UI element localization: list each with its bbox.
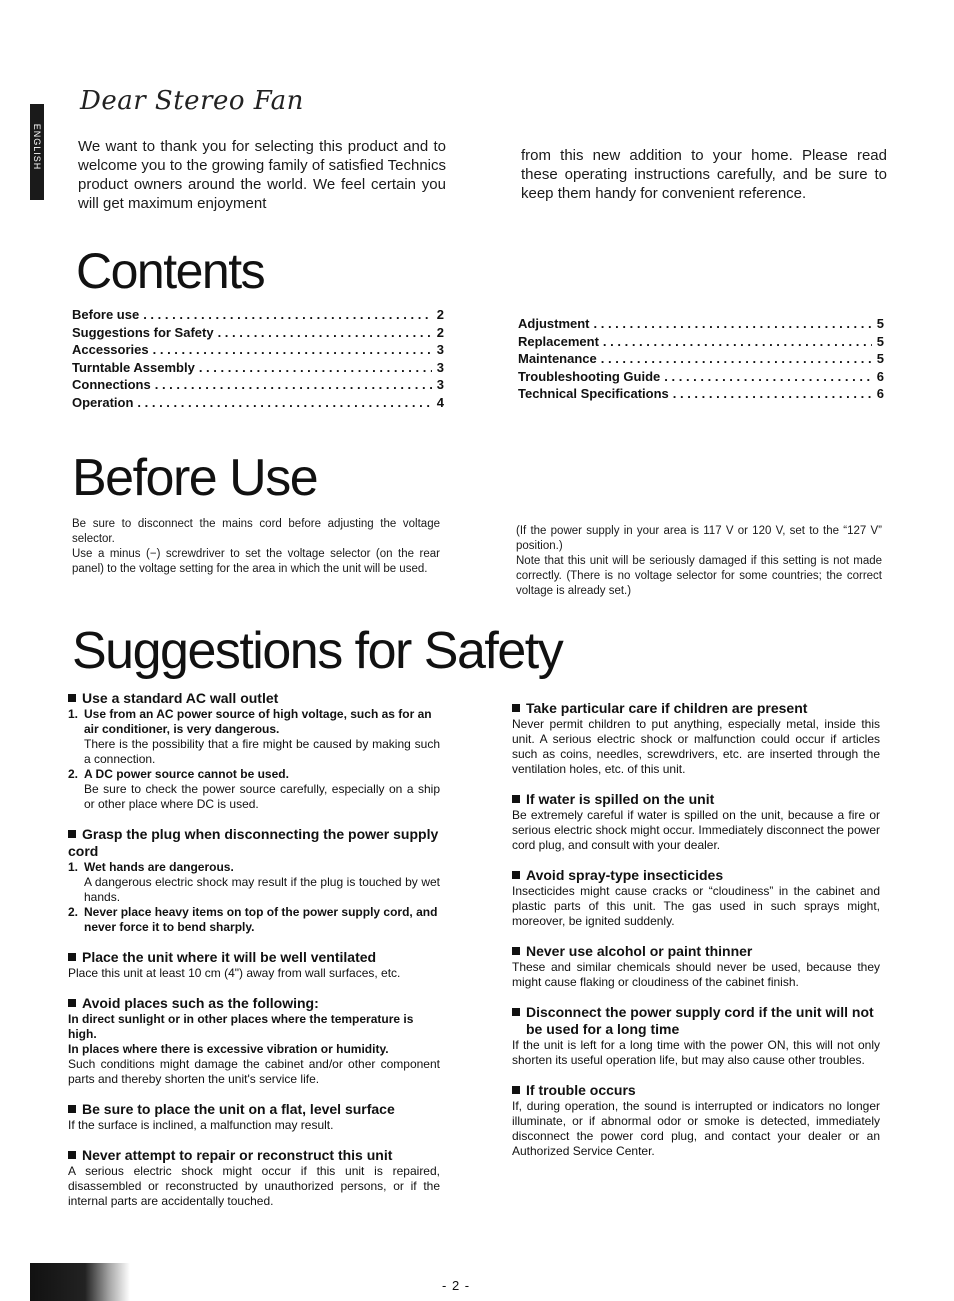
bullet-square-icon (512, 871, 520, 879)
toc-row[interactable]: Adjustment . . . 5 (518, 315, 884, 333)
section-heading: Avoid spray-type insecticides (512, 867, 880, 884)
scan-corner-mark (30, 1263, 130, 1301)
toc-row[interactable]: Connections . . . 3 (72, 376, 444, 394)
language-tab (30, 104, 44, 200)
toc-row[interactable]: Maintenance . . . 5 (518, 350, 884, 368)
bullet-square-icon (68, 1151, 76, 1159)
before-use-left: Be sure to disconnect the mains cord before adjusting the voltage selector. Use a minus (−) screwdriver to set the voltage selector (on the rear panel) to the voltage setting for the area in which the unit will be used. (72, 518, 440, 575)
numbered-item: 1. Use from an AC power source of high voltage, such as for an air conditioner, is very dangerous. There is the possibility that a fire might be caused by making such a connection. (68, 707, 440, 766)
section-heading: Never use alcohol or paint thinner (512, 943, 880, 960)
contents-title: Contents (76, 243, 265, 299)
intro-left: We want to thank you for selecting this product and to welcome you to the growing family of satisfied Technics product owners around the world. We feel certain you will get maximum enjoyment (78, 138, 446, 212)
toc-left (72, 306, 444, 411)
numbered-item: 2. A DC power source cannot be used. Be sure to check the power source carefully, especially on a ship or other place where DC is used. (68, 767, 440, 811)
bullet-square-icon (68, 999, 76, 1007)
toc-row[interactable]: Suggestions for Safety . . . 2 (72, 324, 444, 342)
safety-title: Suggestions for Safety (72, 622, 563, 680)
bullet-square-icon (512, 704, 520, 712)
toc-row[interactable]: Replacement . . . 5 (518, 333, 884, 351)
toc-row[interactable]: Technical Specifications . . . 6 (518, 385, 884, 403)
section-heading: Place the unit where it will be well ventilated (68, 949, 440, 966)
section-heading: Be sure to place the unit on a flat, level surface (68, 1101, 440, 1118)
before-use-right: (If the power supply in your area is 117 V or 120 V, set to the “127 V” position.) Note that this unit will be seriously damaged if this setting is not made correctly. (There is no voltage selector for some countries; the correct voltage is already set.) (516, 525, 882, 597)
bullet-square-icon (68, 830, 76, 838)
bullet-square-icon (512, 1008, 520, 1016)
greeting-heading: Dear Stereo Fan (80, 86, 304, 116)
bullet-square-icon (68, 953, 76, 961)
section-heading: If water is spilled on the unit (512, 791, 880, 808)
bullet-square-icon (512, 947, 520, 955)
numbered-item: 2. Never place heavy items on top of the power supply cord, and never force it to bend sharply. (68, 905, 438, 934)
section-heading: Avoid places such as the following: (68, 995, 440, 1012)
before-use-title: Before Use (72, 449, 318, 507)
section-heading: If trouble occurs (512, 1082, 880, 1099)
language-tab-label: ENGLISH (32, 123, 42, 171)
section-heading: Use a standard AC wall outlet (68, 690, 440, 707)
section-heading: Disconnect the power supply cord if the unit will not be used for a long time (512, 1004, 880, 1038)
page-number: - 2 - (442, 1278, 471, 1293)
section-heading: Never attempt to repair or reconstruct this unit (68, 1147, 440, 1164)
toc-row[interactable]: Accessories . . . 3 (72, 341, 444, 359)
toc-row[interactable]: Operation . . . 4 (72, 394, 444, 412)
bullet-square-icon (68, 694, 76, 702)
safety-left-column: Use a standard AC wall outlet 1. Use from an AC power source of high voltage, such as for an air conditioner, is very dangerous. There is the possibility that a fire might be caused by making such a connection. 2. A DC power source cannot be used. Be sure to check the power source carefully, especially on a ship or other place where DC is used. Grasp the plug when disconnecting the power supply cord 1. Wet hands are dangerous. A dangerous electric shock may result if the plug is touched by wet hands. 2. Never place heavy items on top of the power supply cord, and never force it to bend sharply. Place the unit where it will be well ventilated Place this unit at least 10 cm (4") away from wall surfaces, etc. Avoid places such as the following: In direct sunlight or in other places where the temperature is high. In places where there is excessive vibration or humidity. Such conditions might damage the cabinet and/or other component parts and thereby shorten the unit's service life. Be sure to place the unit on a flat, level surface If the surface is inclined, a malfunction may result. Never attempt to repair or reconstruct this unit A serious electric shock might occur if this unit is repaired, disassembled or reconstructed by unauthorized persons, or if the internal parts are accidentally touched. (68, 690, 440, 1208)
bullet-square-icon (512, 795, 520, 803)
safety-right-column: Take particular care if children are present Never permit children to put anything, especially metal, inside this unit. A serious electric shock or malfunction could occur if articles such as coins, needles, screwdrivers, etc. are inserted through the ventilation holes, etc. of this unit. If water is spilled on the unit Be extremely careful if water is spilled on the unit, because a fire or serious electric shock might occur. Immediately disconnect the power cord plug, and consult with your dealer. Avoid spray-type insecticides Insecticides might cause cracks or “cloudiness” in the cabinet and plastic parts of this unit. The gas used in such sprays might, moreover, be ignited suddenly. Never use alcohol or paint thinner These and similar chemicals should never be used, because they might cause flaking or cloudiness of the cabinet finish. Disconnect the power supply cord if the unit will not be used for a long time If the unit is left for a long time with the power ON, this will not only shorten its useful operation life, but may also cause other troubles. If trouble occurs If, during operation, the sound is interrupted or indicators no longer illuminate, or if abnormal odor or smoke is detected, immediately disconnect the power cord plug, and contact your dealer or an Authorized Service Center. (512, 700, 880, 1158)
toc-right (518, 315, 884, 403)
section-heading: Grasp the plug when disconnecting the power supply cord (68, 826, 439, 859)
section-heading: Take particular care if children are present (512, 700, 880, 717)
bullet-square-icon (512, 1086, 520, 1094)
toc-row[interactable]: Troubleshooting Guide . . . 6 (518, 368, 884, 386)
bullet-square-icon (68, 1105, 76, 1113)
intro-right: from this new addition to your home. Please read these operating instructions carefully, and be sure to keep them handy for convenient reference. (521, 147, 887, 202)
toc-row[interactable]: Turntable Assembly . . . 3 (72, 359, 444, 377)
numbered-item: 1. Wet hands are dangerous. A dangerous electric shock may result if the plug is touched by wet hands. (68, 860, 440, 904)
toc-row[interactable]: Before use . . . 2 (72, 306, 444, 324)
